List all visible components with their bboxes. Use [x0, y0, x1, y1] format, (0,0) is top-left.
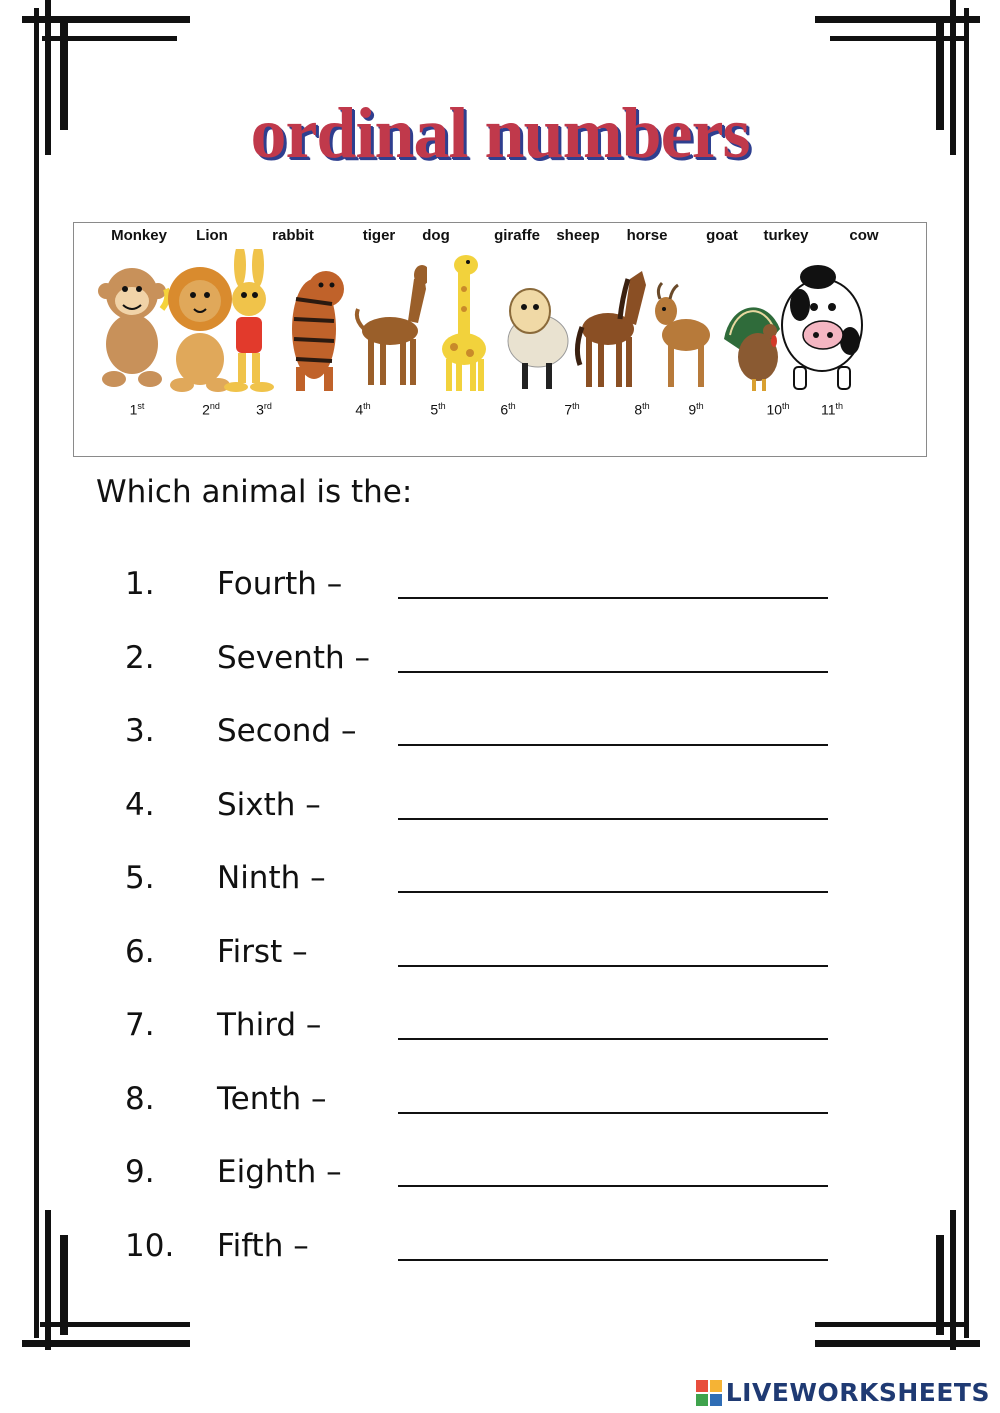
question-row — [125, 934, 835, 984]
animal-horse — [574, 223, 668, 456]
question-row — [125, 1007, 835, 1057]
ordinal-word: Eighth – — [217, 1154, 342, 1190]
ordinal-suffix: th — [572, 401, 580, 411]
animal-cow — [778, 223, 879, 456]
question-number: 7. — [125, 1007, 155, 1043]
animal-ordinal — [130, 401, 145, 418]
animal-name: goat — [706, 227, 738, 244]
horse-icon — [574, 249, 646, 399]
ordinal-suffix: th — [508, 401, 516, 411]
answer-input[interactable] — [398, 1112, 828, 1114]
ordinal-word: Ninth – — [217, 860, 326, 896]
ordinal-number: 1 — [129, 401, 138, 418]
turkey-icon — [714, 249, 784, 399]
question-prompt: Which animal is the: — [96, 474, 413, 510]
answer-input[interactable] — [398, 671, 828, 673]
ordinal-number: 4 — [355, 401, 364, 418]
answer-input[interactable] — [398, 818, 828, 820]
animal-strip — [73, 222, 927, 457]
answer-input[interactable] — [398, 891, 828, 893]
answer-input[interactable] — [398, 1259, 828, 1261]
ordinal-suffix: th — [696, 401, 704, 411]
animal-name: cow — [849, 227, 879, 244]
question-number: 1. — [125, 566, 155, 602]
animal-monkey — [92, 223, 172, 456]
answer-input[interactable] — [398, 1185, 828, 1187]
animal-name: sheep — [556, 227, 600, 244]
question-number: 8. — [125, 1080, 155, 1117]
question-row — [125, 1154, 835, 1204]
question-number: 4. — [125, 786, 155, 823]
ordinal-suffix: th — [438, 401, 446, 411]
monkey-icon — [92, 249, 172, 399]
animal-ordinal — [256, 401, 272, 418]
question-number: 2. — [125, 639, 155, 676]
ordinal-number: 8 — [634, 401, 643, 418]
question-row — [125, 1228, 835, 1278]
ordinal-word: Second – — [217, 713, 357, 749]
question-number: 6. — [125, 933, 155, 970]
ordinal-word: Tenth – — [217, 1080, 327, 1117]
page-title: ordinal numbers — [250, 93, 750, 173]
animal-name: dog — [422, 227, 450, 244]
ordinal-suffix: th — [363, 401, 371, 411]
question-number: 3. — [125, 713, 155, 749]
ordinal-number: 11 — [820, 401, 836, 418]
sheep-icon — [502, 249, 570, 399]
ordinal-word: Third – — [217, 1007, 322, 1043]
ordinal-number: 10 — [766, 401, 783, 418]
ordinal-suffix: th — [642, 401, 650, 411]
answer-input[interactable] — [398, 1038, 828, 1040]
animal-ordinal — [688, 401, 703, 418]
animal-giraffe — [434, 223, 540, 456]
ordinal-number: 3 — [256, 401, 264, 418]
dog-icon — [352, 249, 427, 399]
giraffe-icon — [434, 249, 494, 399]
liveworksheets-logo-icon — [696, 1380, 722, 1406]
animal-tiger — [274, 223, 396, 456]
animal-name: Lion — [196, 227, 228, 244]
question-row — [125, 860, 835, 910]
question-number: 5. — [125, 860, 155, 896]
question-row — [125, 1081, 835, 1131]
ordinal-number: 6 — [500, 401, 509, 418]
brand-name: LIVEWORKSHEETS — [725, 1378, 990, 1407]
animal-ordinal — [634, 401, 649, 418]
ordinal-word: Seventh – — [217, 639, 370, 676]
ordinal-word: First – — [217, 933, 308, 970]
question-number: 10. — [125, 1227, 175, 1264]
animal-ordinal — [821, 401, 843, 418]
ordinal-suffix: nd — [209, 401, 220, 411]
animal-sheep — [502, 223, 600, 456]
animal-turkey — [714, 223, 809, 456]
animal-name: horse — [626, 227, 668, 244]
animal-name: tiger — [362, 227, 396, 244]
animal-dog — [352, 223, 450, 456]
ordinal-number: 5 — [430, 401, 439, 418]
answer-input[interactable] — [398, 597, 828, 599]
ordinal-suffix: th — [782, 401, 790, 411]
ordinal-number: 2 — [202, 401, 210, 418]
question-row — [125, 640, 835, 690]
animal-name: turkey — [763, 227, 809, 244]
answer-input[interactable] — [398, 744, 828, 746]
question-row — [125, 566, 835, 616]
animal-name: giraffe — [494, 227, 540, 244]
animal-goat — [652, 223, 738, 456]
ordinal-suffix: th — [835, 401, 844, 411]
cow-icon — [778, 249, 868, 399]
animal-name: rabbit — [272, 227, 314, 244]
question-number: 9. — [125, 1154, 155, 1190]
tiger-icon — [274, 249, 354, 399]
animal-name: Monkey — [111, 227, 167, 244]
ordinal-number: 9 — [688, 401, 697, 418]
ordinal-word: Fifth – — [217, 1227, 309, 1264]
question-row — [125, 713, 835, 763]
ordinal-suffix: rd — [263, 401, 272, 411]
answer-input[interactable] — [398, 965, 828, 967]
ordinal-word: Fourth – — [217, 566, 343, 602]
ordinal-word: Sixth – — [217, 786, 321, 823]
ordinal-number: 7 — [564, 401, 573, 418]
brand-logo — [696, 1378, 990, 1407]
ordinal-suffix: st — [137, 401, 145, 411]
goat-icon — [652, 249, 714, 399]
question-row — [125, 787, 835, 837]
